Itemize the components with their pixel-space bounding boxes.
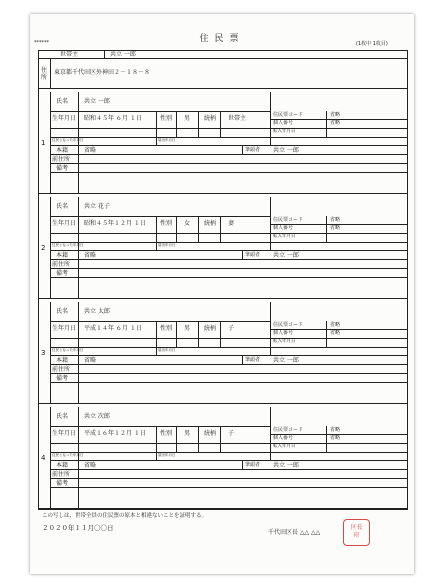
divider	[38, 58, 408, 59]
divider	[326, 321, 327, 347]
divider	[50, 452, 408, 453]
person-domicile: 省略	[84, 462, 97, 469]
name-label: 氏名	[56, 308, 69, 315]
person-relation: 子	[228, 430, 235, 437]
divider	[156, 321, 157, 355]
divider	[326, 426, 327, 452]
divider	[50, 338, 408, 339]
small-label-mid: 届出年月日	[158, 453, 176, 457]
divider	[176, 426, 177, 452]
divider	[50, 259, 408, 260]
person-index: 2	[41, 244, 46, 252]
personal-number-label: 個人番号	[273, 330, 294, 336]
moved-date-label: 転入年月日	[273, 234, 296, 239]
person-birth: 平成１４年 ６月 １日	[84, 325, 142, 332]
name-label: 氏名	[56, 413, 69, 420]
divider	[50, 364, 408, 365]
divider	[50, 382, 408, 383]
divider	[176, 216, 177, 242]
divider	[50, 443, 408, 444]
divider	[50, 242, 408, 243]
divider	[78, 302, 79, 403]
page-label: (1枚中 1枚目)	[356, 41, 388, 47]
issue-date: ２０２０年１１月〇〇日	[42, 524, 114, 532]
head-of-domicile-label: 筆頭者	[245, 462, 261, 468]
moved-date-label: 転入年月日	[273, 339, 296, 344]
divider	[326, 216, 327, 242]
domicile-label: 本籍	[56, 357, 69, 364]
divider	[50, 58, 51, 88]
person-birth: 昭和４５年 ６月 １日	[84, 115, 142, 122]
divider	[50, 111, 270, 112]
person-index: 3	[41, 349, 46, 357]
divider	[176, 321, 177, 347]
previous-address-label: 前住所	[52, 261, 71, 268]
small-label-left: 住民となった年月日	[52, 138, 84, 142]
issuer-name: 千代田区長 △△ △△	[268, 529, 321, 536]
person-domicile: 省略	[84, 357, 97, 364]
resident-code-label: 住民票コード	[273, 322, 304, 328]
divider	[50, 163, 408, 164]
person-sex: 女	[184, 220, 191, 227]
divider	[38, 508, 408, 509]
birth-label: 生年月日	[52, 430, 77, 437]
resident-code-value: 省略	[330, 112, 341, 118]
divider	[50, 469, 408, 470]
divider	[50, 137, 408, 138]
divider	[242, 460, 243, 469]
person-sex: 男	[184, 325, 191, 332]
divider	[326, 111, 327, 137]
resident-code-label: 住民票コード	[273, 217, 304, 223]
document-title: 住民票	[199, 34, 245, 44]
head-of-domicile-label: 筆頭者	[245, 357, 261, 363]
divider	[220, 426, 221, 452]
divider	[176, 111, 177, 137]
divider	[270, 111, 271, 145]
address-value: 東京都千代田区外神田２－１８－８	[54, 69, 151, 76]
divider	[50, 197, 51, 298]
personal-number-label: 個人番号	[273, 225, 294, 231]
resident-code-label: 住民票コード	[273, 112, 304, 118]
divider	[50, 347, 408, 348]
person-head-of-domicile: 共立 一郎	[273, 147, 299, 154]
personal-number-value: 省略	[330, 225, 341, 231]
divider	[198, 111, 199, 137]
divider	[78, 92, 79, 193]
resident-certificate-page	[30, 14, 414, 574]
divider	[50, 250, 408, 251]
birth-label: 生年月日	[52, 325, 77, 332]
address-label: 住所	[41, 67, 48, 81]
head-value: 共立 一郎	[110, 51, 136, 58]
personal-number-value: 省略	[330, 435, 341, 441]
remarks-label: 備考	[56, 165, 69, 172]
person-index: 4	[41, 454, 46, 462]
divider	[50, 460, 408, 461]
person-relation: 妻	[228, 220, 235, 227]
divider	[38, 298, 408, 299]
divider	[50, 268, 408, 269]
divider	[50, 302, 51, 403]
divider	[38, 403, 408, 404]
person-domicile: 省略	[84, 147, 97, 154]
head-label: 世帯主	[60, 51, 79, 58]
previous-address-label: 前住所	[52, 366, 71, 373]
divider	[270, 321, 271, 355]
divider	[50, 373, 408, 374]
name-label: 氏名	[56, 203, 69, 210]
divider	[38, 88, 408, 89]
relation-label: 続柄	[204, 430, 217, 437]
divider	[198, 426, 199, 452]
resident-code-value: 省略	[330, 322, 341, 328]
remarks-label: 備考	[56, 270, 69, 277]
divider	[156, 111, 157, 145]
sex-label: 性別	[160, 430, 173, 437]
person-head-of-domicile: 共立 一郎	[273, 252, 299, 259]
divider	[50, 426, 270, 427]
birth-label: 生年月日	[52, 115, 77, 122]
resident-code-value: 省略	[330, 217, 341, 223]
resident-code-value: 省略	[330, 427, 341, 433]
small-label-left: 住民となった年月日	[52, 453, 84, 457]
divider	[198, 321, 199, 347]
domicile-label: 本籍	[56, 462, 69, 469]
small-label-mid: 届出年月日	[158, 138, 176, 142]
divider	[50, 355, 408, 356]
person-index: 1	[41, 139, 46, 147]
divider	[50, 154, 408, 155]
person-name: 共立 次郎	[84, 413, 110, 420]
sex-label: 性別	[160, 220, 173, 227]
divider	[50, 277, 408, 278]
divider	[50, 321, 270, 322]
domicile-label: 本籍	[56, 147, 69, 154]
divider	[78, 197, 79, 298]
person-name: 共立 一郎	[84, 98, 110, 105]
domicile-label: 本籍	[56, 252, 69, 259]
small-label-mid: 届出年月日	[158, 348, 176, 352]
small-label-left: 住民となった年月日	[52, 348, 84, 352]
relation-label: 続柄	[204, 115, 217, 122]
divider	[104, 50, 105, 58]
divider	[78, 407, 79, 508]
divider	[270, 426, 271, 460]
divider	[220, 216, 221, 242]
divider	[156, 216, 157, 250]
person-name: 共立 太郎	[84, 308, 110, 315]
divider	[50, 233, 408, 234]
divider	[242, 145, 243, 154]
divider	[50, 172, 408, 173]
divider	[50, 92, 51, 193]
divider	[50, 128, 408, 129]
remarks-label: 備考	[56, 375, 69, 382]
moved-date-label: 転入年月日	[273, 444, 296, 449]
personal-number-label: 個人番号	[273, 120, 294, 126]
birth-label: 生年月日	[52, 220, 77, 227]
remarks-label: 備考	[56, 480, 69, 487]
personal-number-value: 省略	[330, 120, 341, 126]
divider	[156, 426, 157, 460]
divider	[50, 216, 270, 217]
official-seal	[343, 519, 370, 546]
divider	[220, 321, 221, 347]
person-domicile: 省略	[84, 252, 97, 259]
certification-text: この写しは、世帯全員の住民票の原本と相違ないことを証明する。	[42, 513, 208, 519]
divider	[38, 193, 408, 194]
small-label-left: 住民となった年月日	[52, 243, 84, 247]
divider	[50, 407, 51, 508]
divider	[242, 250, 243, 259]
person-head-of-domicile: 共立 一郎	[273, 462, 299, 469]
name-label: 氏名	[56, 98, 69, 105]
personal-number-value: 省略	[330, 330, 341, 336]
divider	[198, 216, 199, 242]
divider	[220, 111, 221, 137]
moved-date-label: 転入年月日	[273, 129, 296, 134]
person-sex: 男	[184, 115, 191, 122]
sex-label: 性別	[160, 325, 173, 332]
person-birth: 平成１６年１２月 １日	[84, 430, 146, 437]
sex-label: 性別	[160, 115, 173, 122]
seal-text-1: 区長	[350, 524, 363, 531]
divider	[50, 487, 408, 488]
person-head-of-domicile: 共立 一郎	[273, 357, 299, 364]
previous-address-label: 前住所	[52, 156, 71, 163]
resident-code-label: 住民票コード	[273, 427, 304, 433]
header-left-mark: ******	[34, 40, 49, 46]
personal-number-label: 個人番号	[273, 435, 294, 441]
person-sex: 男	[184, 430, 191, 437]
divider	[50, 478, 408, 479]
head-of-domicile-label: 筆頭者	[245, 147, 261, 153]
previous-address-label: 前住所	[52, 471, 71, 478]
person-relation: 子	[228, 325, 235, 332]
divider	[50, 145, 408, 146]
relation-label: 続柄	[204, 220, 217, 227]
person-name: 共立 花子	[84, 203, 110, 210]
seal-text-2: 印	[353, 532, 360, 539]
small-label-mid: 届出年月日	[158, 243, 176, 247]
relation-label: 続柄	[204, 325, 217, 332]
divider	[242, 355, 243, 364]
divider	[270, 216, 271, 250]
head-of-domicile-label: 筆頭者	[245, 252, 261, 258]
person-relation: 世帯主	[228, 115, 247, 122]
person-birth: 昭和４５年１２月 １日	[84, 220, 146, 227]
